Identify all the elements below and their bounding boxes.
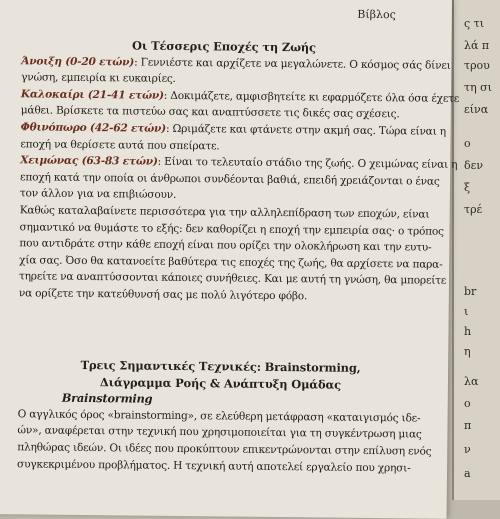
paragraph-line: ών», αναφέρεται στην τεχνική που χρησιμοποιείται για τη συγκέντρωση μιας (17, 424, 422, 441)
season-text-cont: τον άλλον για να επιβιώσουν. (19, 187, 177, 202)
season-text-cont: γνώση, εμπειρία κι ευκαιρίες. (21, 71, 176, 86)
running-header: Βίβλος (357, 7, 396, 22)
season-text: : Ωριμάζετε και φτάνετε στην ακμή σας. Τώρα είναι η (165, 122, 446, 138)
facing-page-text: ι (464, 305, 469, 318)
season-term: Χειμώνας (63-83 ετών) (20, 154, 158, 168)
paragraph-line: πληθώρας ιδεών. Οι ιδέες που προκύπτουν επικεντρώνονται στην επίλυση ενός (17, 441, 432, 458)
paragraph-line: που αντιδράτε στην κάθε εποχή είναι που ορίζει την ολοκλήρωση και την ευτυ- (19, 237, 432, 254)
facing-page (452, 0, 500, 500)
facing-page-text: br (464, 285, 477, 298)
facing-page-text: λά π (464, 39, 490, 52)
season-text-cont: μάθει. Βρίσκετε τα πιστεύω σας και αναπτύσσετε τις δικές σας σχέσεις. (20, 104, 400, 121)
facing-page-text: a (464, 467, 471, 480)
facing-page-text: τρου (464, 59, 490, 72)
section-title: Τρεις Σημαντικές Τεχνικές: Brainstorming, (80, 357, 361, 375)
section-seasons (18, 36, 460, 306)
paragraph-line: χία σας. Όσο θα κατανοείτε βαθύτερα τις εποχές της ζωής, θα αρχίσετε να παρα- (19, 254, 443, 271)
facing-page-text: h (464, 325, 472, 338)
facing-page-text: ς τι (464, 17, 485, 30)
season-text: : Γεννιέστε και αρχίζετε να μεγαλώνετε. Ο κόσμος σάς δίνει (134, 56, 451, 72)
facing-page-text: π (464, 419, 472, 432)
facing-page-text: ο (464, 137, 471, 150)
facing-page-text: ο (464, 397, 471, 410)
season-term: Άνοιξη (0-20 ετών) (21, 54, 135, 69)
facing-page-text: τρέ (464, 203, 483, 216)
paragraph-line: Καθώς καταλαβαίνετε περισσότερα για την αλληλεπίδραση των εποχών, είναι (19, 204, 430, 221)
season-text: : Δοκιμάζετε, αμφισβητείτε κι εφαρμόζετε όλα όσα έχετε (163, 89, 460, 105)
facing-page-text: τη σι (464, 81, 492, 94)
paragraph-line: να ορίζετε την κατεύθυνσή σας με πολύ λιγότερο φόβο. (18, 287, 308, 303)
facing-page-text: λα (464, 375, 479, 388)
subsection-heading: Brainstorming (61, 390, 153, 406)
facing-page-text: η (464, 345, 471, 358)
facing-page-text: ξ (464, 181, 471, 194)
season-term: Φθινόπωρο (42-62 ετών) (20, 121, 167, 135)
facing-page-text: δεν (464, 159, 484, 172)
season-text-cont: εποχή να θερίσετε αυτά που σπείρατε. (20, 137, 220, 152)
paragraph-line: τηρείτε να αναπτύσσονται κάποιες συνήθειες. Και με αυτή τη γνώση, θα μπορείτε (18, 270, 447, 288)
section-techniques (17, 356, 432, 476)
season-term: Καλοκαίρι (21-41 ετών) (20, 88, 164, 102)
season-text: : Είναι το τελευταίο στάδιο της ζωής. Ο χειμώνας είναι η (157, 155, 458, 172)
facing-page-text: ν (464, 443, 471, 456)
paragraph-line: Ο αγγλικός όρος «brainstorming», σε ελεύθερη μετάφραση «καταιγισμός ιδε- (17, 408, 421, 425)
paragraph-line: σημαντικό να θυμάστε το εξής: δεν καθορίζει η εποχή την εμπειρία σας· ο τρόπος (19, 220, 444, 238)
section-title: Διάγραμμα Ροής & Ανάπτυξη Ομάδας (99, 374, 342, 392)
section-title: Οι Τέσσερις Εποχές τη Ζωής (132, 38, 316, 55)
season-text-cont: εποχή κατά την οποία οι άνθρωποι συνδέονται βαθιά, επειδή χρειάζονται ο ένας (20, 171, 440, 188)
paragraph-line: συγκεκριμένου προβλήματος. Η τεχνική αυτή αποτελεί εργαλείο που χρησι- (17, 457, 411, 474)
facing-page-text: είνα (464, 103, 489, 116)
